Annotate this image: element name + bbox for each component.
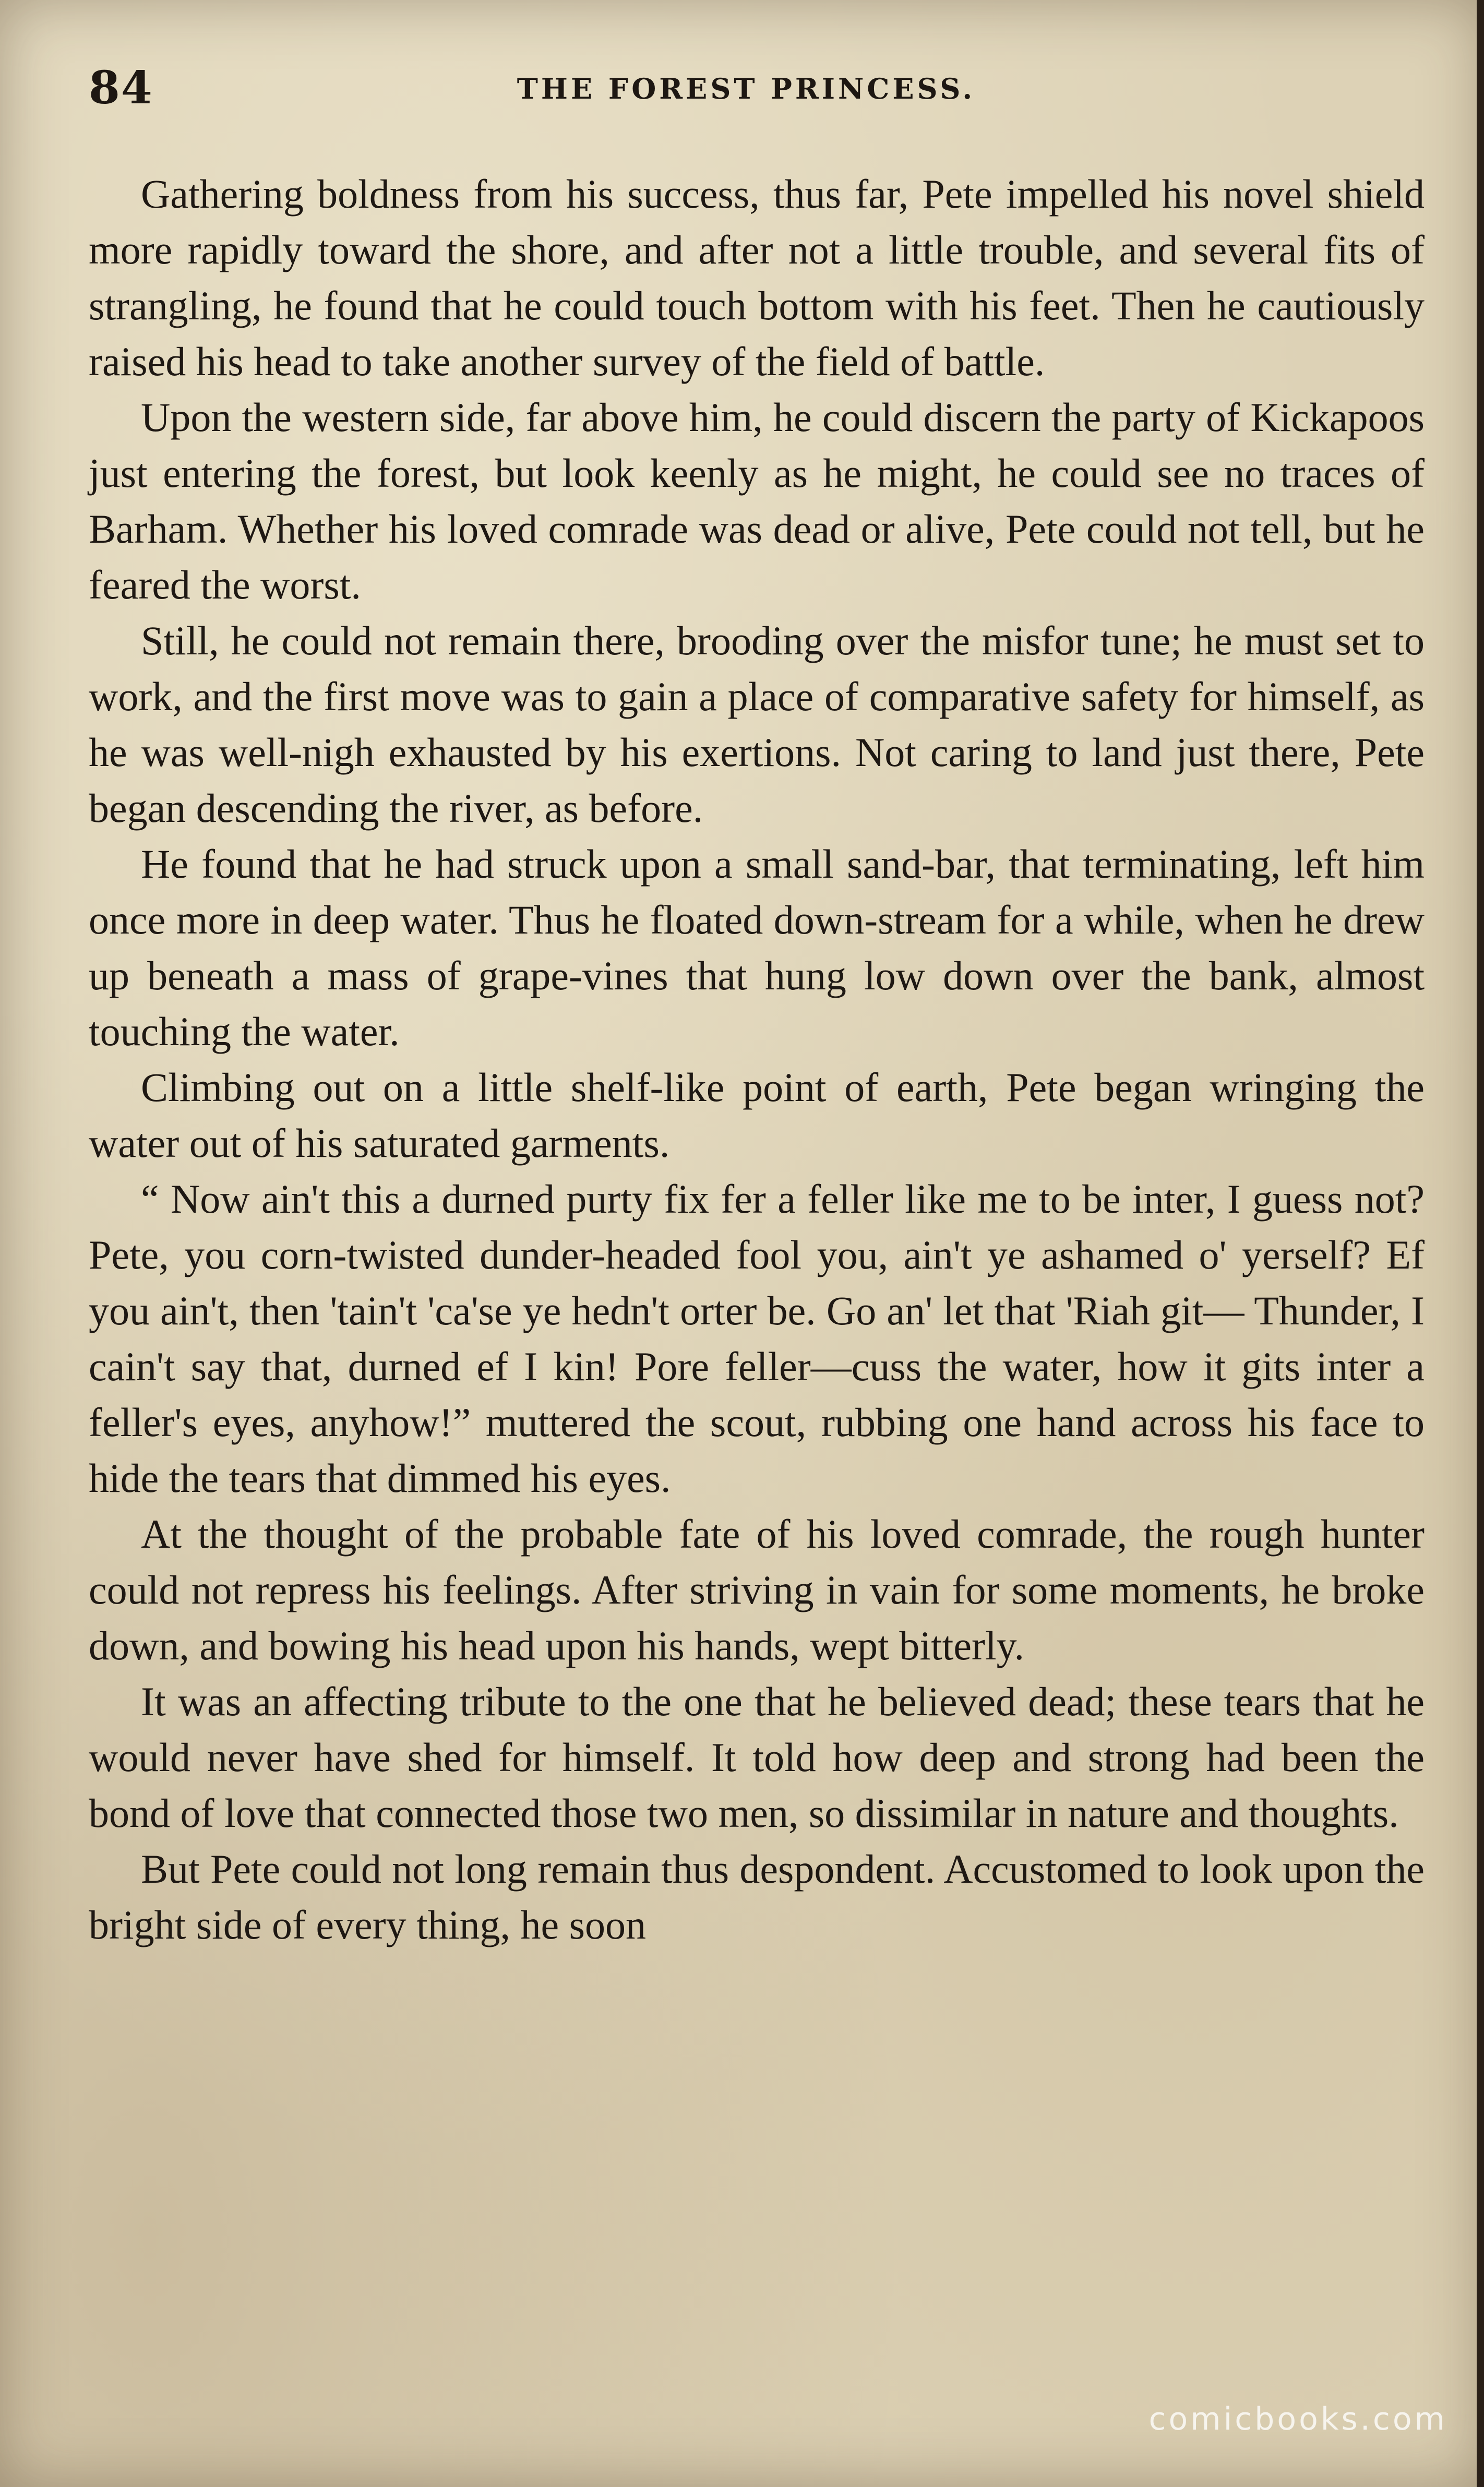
book-title: THE FOREST PRINCESS.	[517, 72, 976, 105]
paragraph: Upon the western side, far above him, he could discern the party of Kickapoos just entering the forest, but look keenly as he might, he could see no traces of Barham. Whether his loved comrade was dead or alive, Pete could not tell, but he feared the worst.	[89, 394, 1425, 607]
paragraph: At the thought of the probable fate of his loved comrade, the rough hunter could not repress his feelings. After striving in vain for some moments, he broke down, and bowing his head upon his hands, wept bitterly.	[89, 1511, 1425, 1668]
paragraph: “ Now ain't this a durned purty fix fer a feller like me to be inter, I guess not? Pete, you corn-twisted dunder-headed fool you, ain't ye ashamed o' yerself? Ef you ain't, then 'tain't 'ca'se ye hedn't orter be. Go an' let that 'Riah git— Thunder, I cain't say that, durned ef I kin! Pore feller—cuss the water, how it gits inter a feller's eyes, anyhow!” muttered the scout, rubbing one hand across his face to hide the tears that dimmed his eyes.	[89, 1176, 1425, 1501]
watermark: comicbooks.com	[1148, 2401, 1447, 2437]
page-number: 84	[89, 62, 153, 114]
body-text	[89, 166, 1425, 1953]
paragraph: Still, he could not remain there, brooding over the misfor tune; he must set to work, and the first move was to gain a place of comparative safety for himself, as he was well-nigh exhausted by his exertions. Not caring to land just there, Pete began descending the river, as before.	[89, 618, 1425, 831]
paragraph: It was an affecting tribute to the one that he believed dead; these tears that he would never have shed for himself. It told how deep and strong had been the bond of love that connected those two men, so dissimilar in nature and thoughts.	[89, 1679, 1425, 1836]
page-edge	[1477, 0, 1484, 2487]
paragraph: Climbing out on a little shelf-like point of earth, Pete began wringing the water out of his saturated garments.	[89, 1065, 1425, 1166]
paragraph: He found that he had struck upon a small sand-bar, that terminating, left him once more in deep water. Thus he floated down-stream for a while, when he drew up beneath a mass of grape-vines that hung low down over the bank, almost touching the water.	[89, 841, 1425, 1054]
paragraph: Gathering boldness from his success, thus far, Pete impelled his novel shield more rapidly toward the shore, and after not a little trouble, and several fits of strangling, he found that he could touch bottom with his feet. Then he cautiously raised his head to take another survey of the field of battle.	[89, 171, 1425, 384]
running-head	[78, 62, 1414, 119]
paragraph: But Pete could not long remain thus despondent. Accustomed to look upon the bright side of every thing, he soon	[89, 1846, 1425, 1947]
